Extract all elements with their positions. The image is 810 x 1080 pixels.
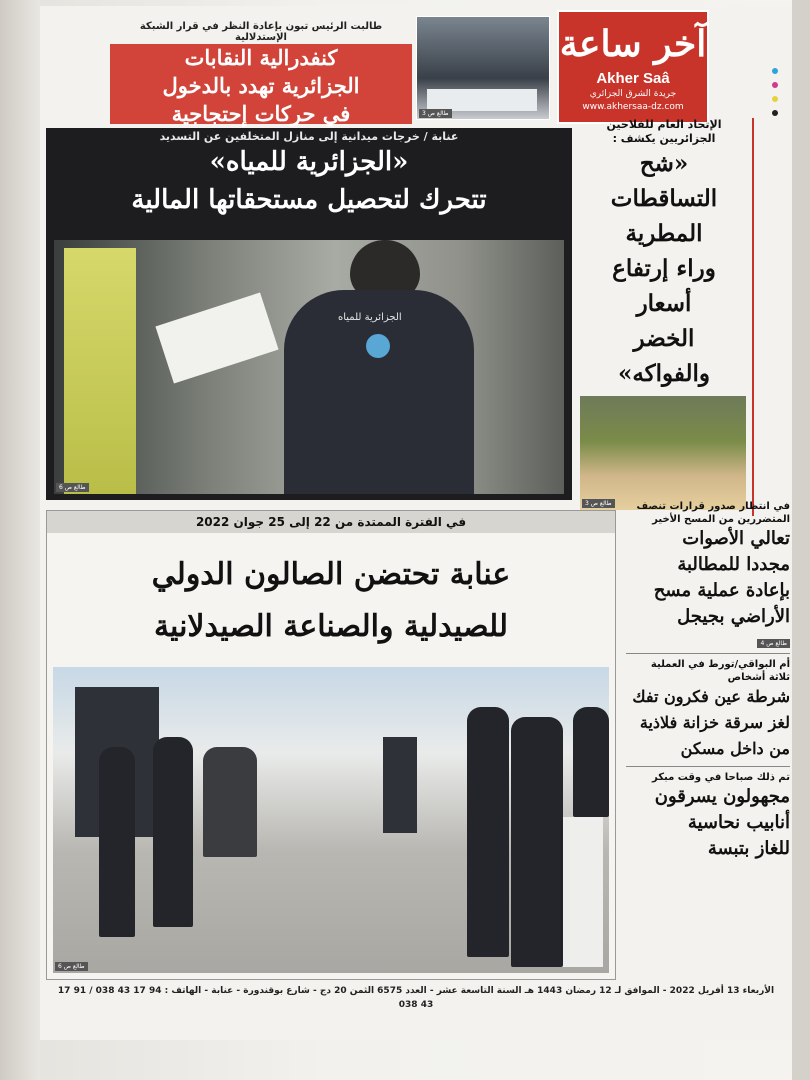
water-photo xyxy=(54,240,564,494)
market-photo xyxy=(580,396,746,510)
water-headline-1: «الجزائرية للمياه» xyxy=(209,147,409,177)
brief-jijel xyxy=(626,500,790,649)
top-story-headline-2: الجزائرية تهدد بالدخول xyxy=(162,73,360,98)
briefs-column xyxy=(626,500,790,970)
paper-edge xyxy=(792,0,810,1080)
water-kicker: عنابة / خرجات ميدانية إلى منازل المتخلفين عن التسديد xyxy=(159,130,459,143)
farm-headline-2: التساقطات xyxy=(610,185,718,212)
agent-shirt xyxy=(284,290,474,494)
brief-headline: تعالي الأصوات xyxy=(682,528,790,549)
farm-headline-7: والفواكه» xyxy=(617,360,711,387)
brief-kicker: ثلاثة أشخاص xyxy=(727,672,790,683)
paper-sheet xyxy=(155,292,278,383)
shirt-label: الجزائرية للمياه xyxy=(338,312,402,323)
brief-oum-bouaghi xyxy=(626,658,790,762)
visitor xyxy=(467,707,509,957)
photo-tag: طالع ص 3 xyxy=(419,109,452,118)
worker-vest xyxy=(64,248,136,494)
brief-headline: للغاز بتبسة xyxy=(707,838,790,859)
photo-tag: طالع ص 6 xyxy=(55,962,88,971)
farm-headline-5: أسعار xyxy=(636,290,692,317)
logo-latin: Akher Saâ xyxy=(596,70,670,87)
brief-headline: بإعادة عملية مسح xyxy=(653,580,790,601)
brief-headline: مجددا للمطالبة xyxy=(677,554,790,575)
farm-kicker-1: الإتحاد العام للفلاحين xyxy=(606,118,722,131)
newspaper-front-page xyxy=(40,6,792,1040)
farm-headline-3: المطرية xyxy=(625,220,703,247)
farm-headline-1: «شح xyxy=(639,150,689,177)
brief-headline: مجهولون يسرقون xyxy=(654,786,790,807)
photo-tag: طالع ص 6 xyxy=(56,483,89,492)
salon-story xyxy=(46,510,616,980)
black-dot xyxy=(772,110,778,116)
visitor-group xyxy=(203,747,257,857)
paper-fold xyxy=(0,0,40,1080)
yellow-dot xyxy=(772,96,778,102)
top-story xyxy=(110,20,412,124)
brief-tag: طالع ص 4 xyxy=(757,639,790,648)
top-story-headline-1: كنفدرالية النقابات xyxy=(184,45,338,70)
conference-banner xyxy=(427,89,537,111)
water-drop-icon xyxy=(366,334,390,358)
booth-kiosk xyxy=(383,737,417,833)
divider xyxy=(626,766,790,767)
visitor xyxy=(511,717,563,967)
logo-arabic: آخر ساعة xyxy=(559,23,707,65)
farm-kicker-2: الجزائريين يكشف : xyxy=(612,132,716,145)
brief-headline: لغز سرقة خزانة فلاذية xyxy=(639,713,790,732)
magenta-dot xyxy=(772,82,778,88)
salon-kicker: في الفترة الممتدة من 22 إلى 25 جوان 2022 xyxy=(47,511,615,533)
water-headline-2: تتحرك لتحصيل مستحقاتها المالية xyxy=(131,185,487,215)
footer-line: الأربعاء 13 أفريل 2022 - الموافق لـ 12 رمضان 1443 هـ السنة التاسعة عشر - العدد 6575 الثمن 20 دج - شارع بوقندورة - عنابة - الهاتف : 94 17 43 038 / 91 17 43 038 xyxy=(57,986,775,1010)
visitor xyxy=(573,707,609,817)
brief-kicker: في انتظار صدور قرارات تنصف xyxy=(636,501,790,512)
farm-headline-6: الخضر xyxy=(633,325,695,352)
photo-tag: طالع ص 3 xyxy=(582,499,615,508)
print-registration-marks xyxy=(772,60,782,124)
brief-headline: شرطة عين فكرون تفك xyxy=(632,687,790,706)
visitor xyxy=(153,737,193,927)
top-story-kicker: طالبت الرئيس تبون بإعادة النظر في قرار الشبكة الإستدلالية xyxy=(110,20,412,44)
visitor xyxy=(99,747,135,937)
salon-headline-2: للصيدلية والصناعة الصيدلانية xyxy=(153,609,509,644)
top-story-photo xyxy=(416,16,550,120)
brief-tebessa xyxy=(626,771,790,862)
cyan-dot xyxy=(772,68,778,74)
brief-kicker: المتضررين من المسح الأخير xyxy=(652,514,790,525)
divider xyxy=(626,653,790,654)
brief-kicker: تم ذلك صباحا في وقت مبكر xyxy=(652,772,790,783)
logo-subtitle: جريدة الشرق الجزائري xyxy=(589,89,677,99)
brief-kicker: أم البواقي/تورط في العملية xyxy=(650,659,790,670)
farm-headline-4: وراء إرتفاع xyxy=(612,255,716,282)
masthead-logo xyxy=(557,10,709,124)
brief-headline: أنابيب نحاسية xyxy=(687,812,790,833)
brief-headline: من داخل مسكن xyxy=(680,739,790,758)
top-story-headline-3: في حركات إحتجاجية xyxy=(171,101,351,126)
salon-photo xyxy=(53,667,609,973)
logo-url: www.akhersaa-dz.com xyxy=(582,102,684,112)
brief-headline: الأراضي بجيجل xyxy=(677,606,790,627)
farm-story xyxy=(576,118,754,516)
salon-headline-1: عنابة تحتضن الصالون الدولي xyxy=(151,557,511,592)
water-story xyxy=(46,128,572,500)
